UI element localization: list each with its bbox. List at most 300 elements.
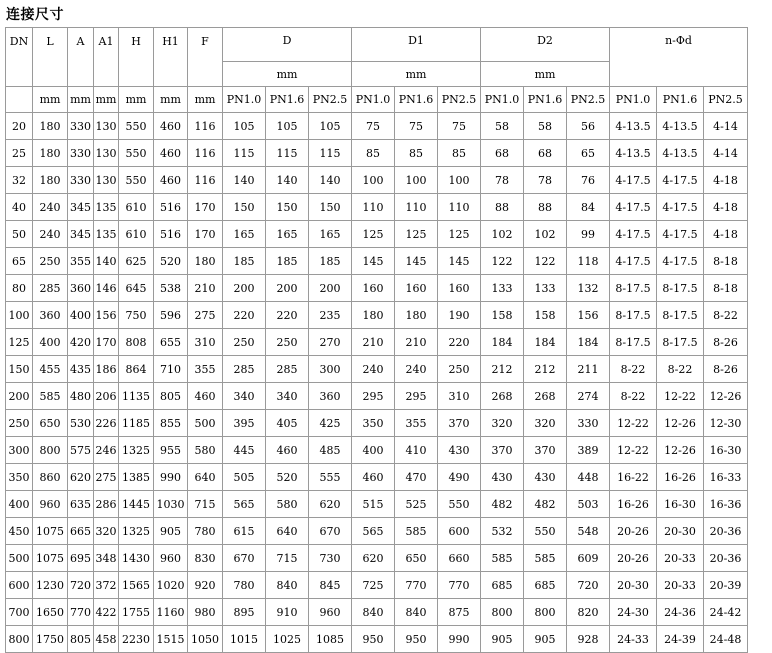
table-cell: 58 — [481, 113, 523, 139]
table-cell: 1325 — [119, 518, 153, 544]
table-cell: 100 — [438, 167, 480, 193]
table-cell: 910 — [266, 599, 308, 625]
table-cell: 75 — [352, 113, 394, 139]
table-cell: 125 — [352, 221, 394, 247]
table-cell: 68 — [481, 140, 523, 166]
table-cell: 20-30 — [610, 572, 656, 598]
table-cell: 80 — [6, 275, 32, 301]
table-cell: 68 — [524, 140, 566, 166]
table-cell: 520 — [154, 248, 187, 274]
table-cell: 8-17.5 — [610, 329, 656, 355]
table-cell: 240 — [395, 356, 437, 382]
table-cell: 150 — [223, 194, 265, 220]
table-cell: 460 — [266, 437, 308, 463]
table-cell: 156 — [567, 302, 609, 328]
table-cell: 220 — [438, 329, 480, 355]
table-cell: 800 — [33, 437, 67, 463]
table-cell: 150 — [6, 356, 32, 382]
table-cell: 165 — [266, 221, 308, 247]
table-cell: 186 — [94, 356, 118, 382]
table-cell: 609 — [567, 545, 609, 571]
table-cell: 960 — [309, 599, 351, 625]
table-cell: 1030 — [154, 491, 187, 517]
table-row — [6, 356, 747, 382]
table-cell: 8-18 — [704, 248, 747, 274]
table-cell: 500 — [188, 410, 222, 436]
table-cell: 16-30 — [657, 491, 703, 517]
table-cell: 990 — [154, 464, 187, 490]
table-cell: 640 — [188, 464, 222, 490]
table-cell: 20-30 — [657, 518, 703, 544]
header-d2-pn16: PN1.6 — [524, 87, 566, 112]
table-cell: 800 — [524, 599, 566, 625]
table-cell: 4-13.5 — [610, 113, 656, 139]
table-cell: 370 — [524, 437, 566, 463]
table-cell: 220 — [223, 302, 265, 328]
table-cell: 340 — [266, 383, 308, 409]
table-cell: 840 — [266, 572, 308, 598]
table-cell: 820 — [567, 599, 609, 625]
table-row — [6, 599, 747, 625]
table-cell: 4-14 — [704, 140, 747, 166]
table-cell: 115 — [223, 140, 265, 166]
table-cell: 665 — [68, 518, 93, 544]
table-cell: 116 — [188, 167, 222, 193]
table-cell: 920 — [188, 572, 222, 598]
table-cell: 1515 — [154, 626, 187, 652]
table-cell: 730 — [309, 545, 351, 571]
table-cell: 285 — [223, 356, 265, 382]
table-cell: 650 — [33, 410, 67, 436]
table-cell: 250 — [266, 329, 308, 355]
table-cell: 550 — [119, 140, 153, 166]
table-cell: 275 — [94, 464, 118, 490]
table-cell: 840 — [352, 599, 394, 625]
table-cell: 100 — [395, 167, 437, 193]
table-cell: 250 — [6, 410, 32, 436]
header-d-pn10: PN1.0 — [223, 87, 265, 112]
table-cell: 620 — [352, 545, 394, 571]
table-cell: 12-22 — [610, 410, 656, 436]
table-cell: 720 — [567, 572, 609, 598]
table-cell: 905 — [481, 626, 523, 652]
table-cell: 20-33 — [657, 572, 703, 598]
table-cell: 460 — [352, 464, 394, 490]
table-cell: 250 — [223, 329, 265, 355]
table-cell: 20-33 — [657, 545, 703, 571]
table-cell: 140 — [223, 167, 265, 193]
table-cell: 150 — [266, 194, 308, 220]
table-cell: 670 — [223, 545, 265, 571]
header-d2: D2 — [481, 28, 609, 61]
table-cell: 348 — [94, 545, 118, 571]
table-cell: 156 — [94, 302, 118, 328]
table-cell: 360 — [68, 275, 93, 301]
table-cell: 210 — [188, 275, 222, 301]
table-cell: 200 — [309, 275, 351, 301]
table-cell: 130 — [94, 167, 118, 193]
table-cell: 548 — [567, 518, 609, 544]
header-d2-unit: mm — [481, 62, 609, 86]
table-cell: 550 — [119, 113, 153, 139]
table-cell: 116 — [188, 113, 222, 139]
table-cell: 1650 — [33, 599, 67, 625]
table-cell: 250 — [33, 248, 67, 274]
table-row — [6, 572, 747, 598]
table-cell: 118 — [567, 248, 609, 274]
table-cell: 610 — [119, 221, 153, 247]
table-cell: 505 — [223, 464, 265, 490]
table-cell: 700 — [6, 599, 32, 625]
table-cell: 430 — [481, 464, 523, 490]
table-cell: 274 — [567, 383, 609, 409]
table-cell: 1565 — [119, 572, 153, 598]
table-row — [6, 248, 747, 274]
table-cell: 122 — [524, 248, 566, 274]
table-cell: 210 — [395, 329, 437, 355]
table-cell: 24-33 — [610, 626, 656, 652]
table-cell: 158 — [524, 302, 566, 328]
table-cell: 99 — [567, 221, 609, 247]
table-cell: 212 — [524, 356, 566, 382]
table-cell: 1075 — [33, 545, 67, 571]
table-cell: 445 — [223, 437, 265, 463]
table-cell: 600 — [438, 518, 480, 544]
header-a1-unit: mm — [94, 87, 118, 112]
table-cell: 330 — [567, 410, 609, 436]
table-cell: 184 — [524, 329, 566, 355]
table-cell: 1025 — [266, 626, 308, 652]
table-cell: 235 — [309, 302, 351, 328]
table-cell: 250 — [438, 356, 480, 382]
table-cell: 482 — [481, 491, 523, 517]
table-cell: 135 — [94, 194, 118, 220]
table-cell: 116 — [188, 140, 222, 166]
table-cell: 670 — [309, 518, 351, 544]
table-cell: 405 — [266, 410, 308, 436]
table-cell: 170 — [188, 221, 222, 247]
header-h: H — [119, 28, 153, 86]
table-cell: 268 — [481, 383, 523, 409]
header-d1-pn25: PN2.5 — [438, 87, 480, 112]
table-cell: 650 — [395, 545, 437, 571]
table-cell: 50 — [6, 221, 32, 247]
table-cell: 133 — [524, 275, 566, 301]
table-cell: 355 — [395, 410, 437, 436]
table-cell: 460 — [154, 140, 187, 166]
table-cell: 400 — [68, 302, 93, 328]
table-cell: 8-22 — [610, 356, 656, 382]
table-cell: 24-42 — [704, 599, 747, 625]
table-cell: 1750 — [33, 626, 67, 652]
table-cell: 715 — [188, 491, 222, 517]
header-n-phi-d: n-Φd — [610, 28, 747, 86]
header-l: L — [33, 28, 67, 86]
table-cell: 580 — [266, 491, 308, 517]
table-cell: 84 — [567, 194, 609, 220]
table-cell: 135 — [94, 221, 118, 247]
table-cell: 185 — [309, 248, 351, 274]
header-row-units-pressure — [6, 87, 747, 112]
table-cell: 88 — [481, 194, 523, 220]
table-cell: 12-26 — [657, 437, 703, 463]
table-cell: 320 — [94, 518, 118, 544]
header-a-unit: mm — [68, 87, 93, 112]
table-cell: 1160 — [154, 599, 187, 625]
table-cell: 715 — [266, 545, 308, 571]
table-cell: 165 — [223, 221, 265, 247]
table-cell: 24-30 — [610, 599, 656, 625]
table-cell: 145 — [395, 248, 437, 274]
header-d-pn25: PN2.5 — [309, 87, 351, 112]
table-cell: 110 — [395, 194, 437, 220]
table-cell: 4-17.5 — [657, 221, 703, 247]
header-d-pn16: PN1.6 — [266, 87, 308, 112]
table-cell: 24-39 — [657, 626, 703, 652]
table-cell: 133 — [481, 275, 523, 301]
table-cell: 180 — [352, 302, 394, 328]
table-cell: 4-17.5 — [657, 194, 703, 220]
table-cell: 360 — [33, 302, 67, 328]
table-cell: 430 — [438, 437, 480, 463]
table-cell: 4-13.5 — [657, 140, 703, 166]
table-cell: 170 — [188, 194, 222, 220]
table-cell: 8-22 — [657, 356, 703, 382]
table-cell: 4-18 — [704, 221, 747, 247]
table-cell: 516 — [154, 221, 187, 247]
table-cell: 16-33 — [704, 464, 747, 490]
table-cell: 470 — [395, 464, 437, 490]
table-cell: 180 — [188, 248, 222, 274]
table-cell: 580 — [188, 437, 222, 463]
table-cell: 275 — [188, 302, 222, 328]
table-cell: 20-26 — [610, 518, 656, 544]
header-nd-pn16: PN1.6 — [657, 87, 703, 112]
table-cell: 350 — [6, 464, 32, 490]
table-row — [6, 113, 747, 139]
table-cell: 12-26 — [657, 410, 703, 436]
table-cell: 270 — [309, 329, 351, 355]
table-cell: 206 — [94, 383, 118, 409]
table-cell: 575 — [68, 437, 93, 463]
table-cell: 240 — [33, 194, 67, 220]
table-cell: 410 — [395, 437, 437, 463]
table-cell: 85 — [352, 140, 394, 166]
table-cell: 770 — [438, 572, 480, 598]
table-cell: 105 — [266, 113, 308, 139]
header-d1: D1 — [352, 28, 480, 61]
table-cell: 655 — [154, 329, 187, 355]
table-cell: 685 — [524, 572, 566, 598]
table-cell: 1135 — [119, 383, 153, 409]
table-cell: 105 — [223, 113, 265, 139]
table-cell: 695 — [68, 545, 93, 571]
table-cell: 610 — [119, 194, 153, 220]
table-cell: 200 — [6, 383, 32, 409]
table-cell: 800 — [481, 599, 523, 625]
table-cell: 220 — [266, 302, 308, 328]
table-cell: 550 — [119, 167, 153, 193]
table-cell: 458 — [94, 626, 118, 652]
table-cell: 750 — [119, 302, 153, 328]
table-body — [6, 113, 747, 652]
table-cell: 8-22 — [610, 383, 656, 409]
table-row — [6, 302, 747, 328]
header-nd-pn25: PN2.5 — [704, 87, 747, 112]
table-cell: 295 — [395, 383, 437, 409]
table-cell: 8-26 — [704, 329, 747, 355]
table-cell: 2230 — [119, 626, 153, 652]
table-cell: 300 — [6, 437, 32, 463]
table-cell: 226 — [94, 410, 118, 436]
table-cell: 8-17.5 — [657, 329, 703, 355]
table-cell: 485 — [309, 437, 351, 463]
table-cell: 620 — [309, 491, 351, 517]
table-cell: 345 — [68, 221, 93, 247]
table-cell: 360 — [309, 383, 351, 409]
table-cell: 808 — [119, 329, 153, 355]
table-row — [6, 221, 747, 247]
table-row — [6, 410, 747, 436]
table-cell: 389 — [567, 437, 609, 463]
table-cell: 12-30 — [704, 410, 747, 436]
table-cell: 585 — [481, 545, 523, 571]
table-cell: 455 — [33, 356, 67, 382]
table-cell: 400 — [352, 437, 394, 463]
table-cell: 105 — [309, 113, 351, 139]
table-cell: 532 — [481, 518, 523, 544]
table-cell: 210 — [352, 329, 394, 355]
table-cell: 300 — [309, 356, 351, 382]
table-cell: 435 — [68, 356, 93, 382]
table-cell: 520 — [266, 464, 308, 490]
header-dn-blank — [6, 87, 32, 112]
header-h-unit: mm — [119, 87, 153, 112]
table-cell: 132 — [567, 275, 609, 301]
table-cell: 530 — [68, 410, 93, 436]
table-cell: 58 — [524, 113, 566, 139]
table-cell: 370 — [438, 410, 480, 436]
table-cell: 725 — [352, 572, 394, 598]
table-cell: 4-17.5 — [610, 194, 656, 220]
table-cell: 640 — [266, 518, 308, 544]
table-cell: 585 — [524, 545, 566, 571]
table-cell: 330 — [68, 140, 93, 166]
table-cell: 20-39 — [704, 572, 747, 598]
table-cell: 100 — [6, 302, 32, 328]
table-row — [6, 518, 747, 544]
table-row — [6, 437, 747, 463]
table-cell: 180 — [33, 140, 67, 166]
table-cell: 32 — [6, 167, 32, 193]
header-d1-pn16: PN1.6 — [395, 87, 437, 112]
table-cell: 340 — [223, 383, 265, 409]
table-cell: 78 — [481, 167, 523, 193]
table-row — [6, 626, 747, 652]
header-d1-unit: mm — [352, 62, 480, 86]
table-cell: 710 — [154, 356, 187, 382]
table-cell: 503 — [567, 491, 609, 517]
table-cell: 184 — [567, 329, 609, 355]
table-cell: 16-22 — [610, 464, 656, 490]
table-cell: 875 — [438, 599, 480, 625]
table-cell: 185 — [266, 248, 308, 274]
table-cell: 420 — [68, 329, 93, 355]
table-cell: 125 — [6, 329, 32, 355]
table-cell: 102 — [524, 221, 566, 247]
table-cell: 286 — [94, 491, 118, 517]
table-cell: 158 — [481, 302, 523, 328]
table-cell: 370 — [481, 437, 523, 463]
table-cell: 160 — [352, 275, 394, 301]
table-cell: 65 — [6, 248, 32, 274]
table-cell: 25 — [6, 140, 32, 166]
table-cell: 400 — [6, 491, 32, 517]
table-cell: 550 — [438, 491, 480, 517]
table-cell: 1050 — [188, 626, 222, 652]
table-cell: 4-18 — [704, 194, 747, 220]
table-cell: 20-36 — [704, 545, 747, 571]
table-cell: 960 — [33, 491, 67, 517]
table-cell: 4-18 — [704, 167, 747, 193]
table-row — [6, 383, 747, 409]
table-row — [6, 464, 747, 490]
table-cell: 538 — [154, 275, 187, 301]
table-cell: 355 — [188, 356, 222, 382]
table-cell: 140 — [266, 167, 308, 193]
table-cell: 180 — [33, 113, 67, 139]
table-cell: 345 — [68, 194, 93, 220]
header-h1: H1 — [154, 28, 187, 86]
table-cell: 20 — [6, 113, 32, 139]
table-cell: 185 — [223, 248, 265, 274]
table-row — [6, 167, 747, 193]
table-cell: 955 — [154, 437, 187, 463]
table-cell: 8-17.5 — [610, 302, 656, 328]
header-dn: DN — [6, 28, 32, 86]
table-cell: 8-18 — [704, 275, 747, 301]
table-cell: 285 — [33, 275, 67, 301]
header-d1-pn10: PN1.0 — [352, 87, 394, 112]
table-cell: 110 — [438, 194, 480, 220]
table-row — [6, 275, 747, 301]
table-cell: 115 — [266, 140, 308, 166]
table-cell: 805 — [68, 626, 93, 652]
table-cell: 170 — [94, 329, 118, 355]
table-row — [6, 329, 747, 355]
table-cell: 516 — [154, 194, 187, 220]
table-cell: 515 — [352, 491, 394, 517]
table-cell: 720 — [68, 572, 93, 598]
table-cell: 8-22 — [704, 302, 747, 328]
table-cell: 1445 — [119, 491, 153, 517]
table-cell: 85 — [438, 140, 480, 166]
table-cell: 905 — [524, 626, 566, 652]
table-cell: 200 — [223, 275, 265, 301]
table-cell: 165 — [309, 221, 351, 247]
table-cell: 16-26 — [610, 491, 656, 517]
table-cell: 525 — [395, 491, 437, 517]
table-cell: 600 — [6, 572, 32, 598]
table-cell: 4-17.5 — [657, 248, 703, 274]
table-cell: 88 — [524, 194, 566, 220]
table-cell: 56 — [567, 113, 609, 139]
table-cell: 425 — [309, 410, 351, 436]
table-cell: 240 — [33, 221, 67, 247]
table-cell: 805 — [154, 383, 187, 409]
table-cell: 320 — [481, 410, 523, 436]
table-cell: 310 — [438, 383, 480, 409]
